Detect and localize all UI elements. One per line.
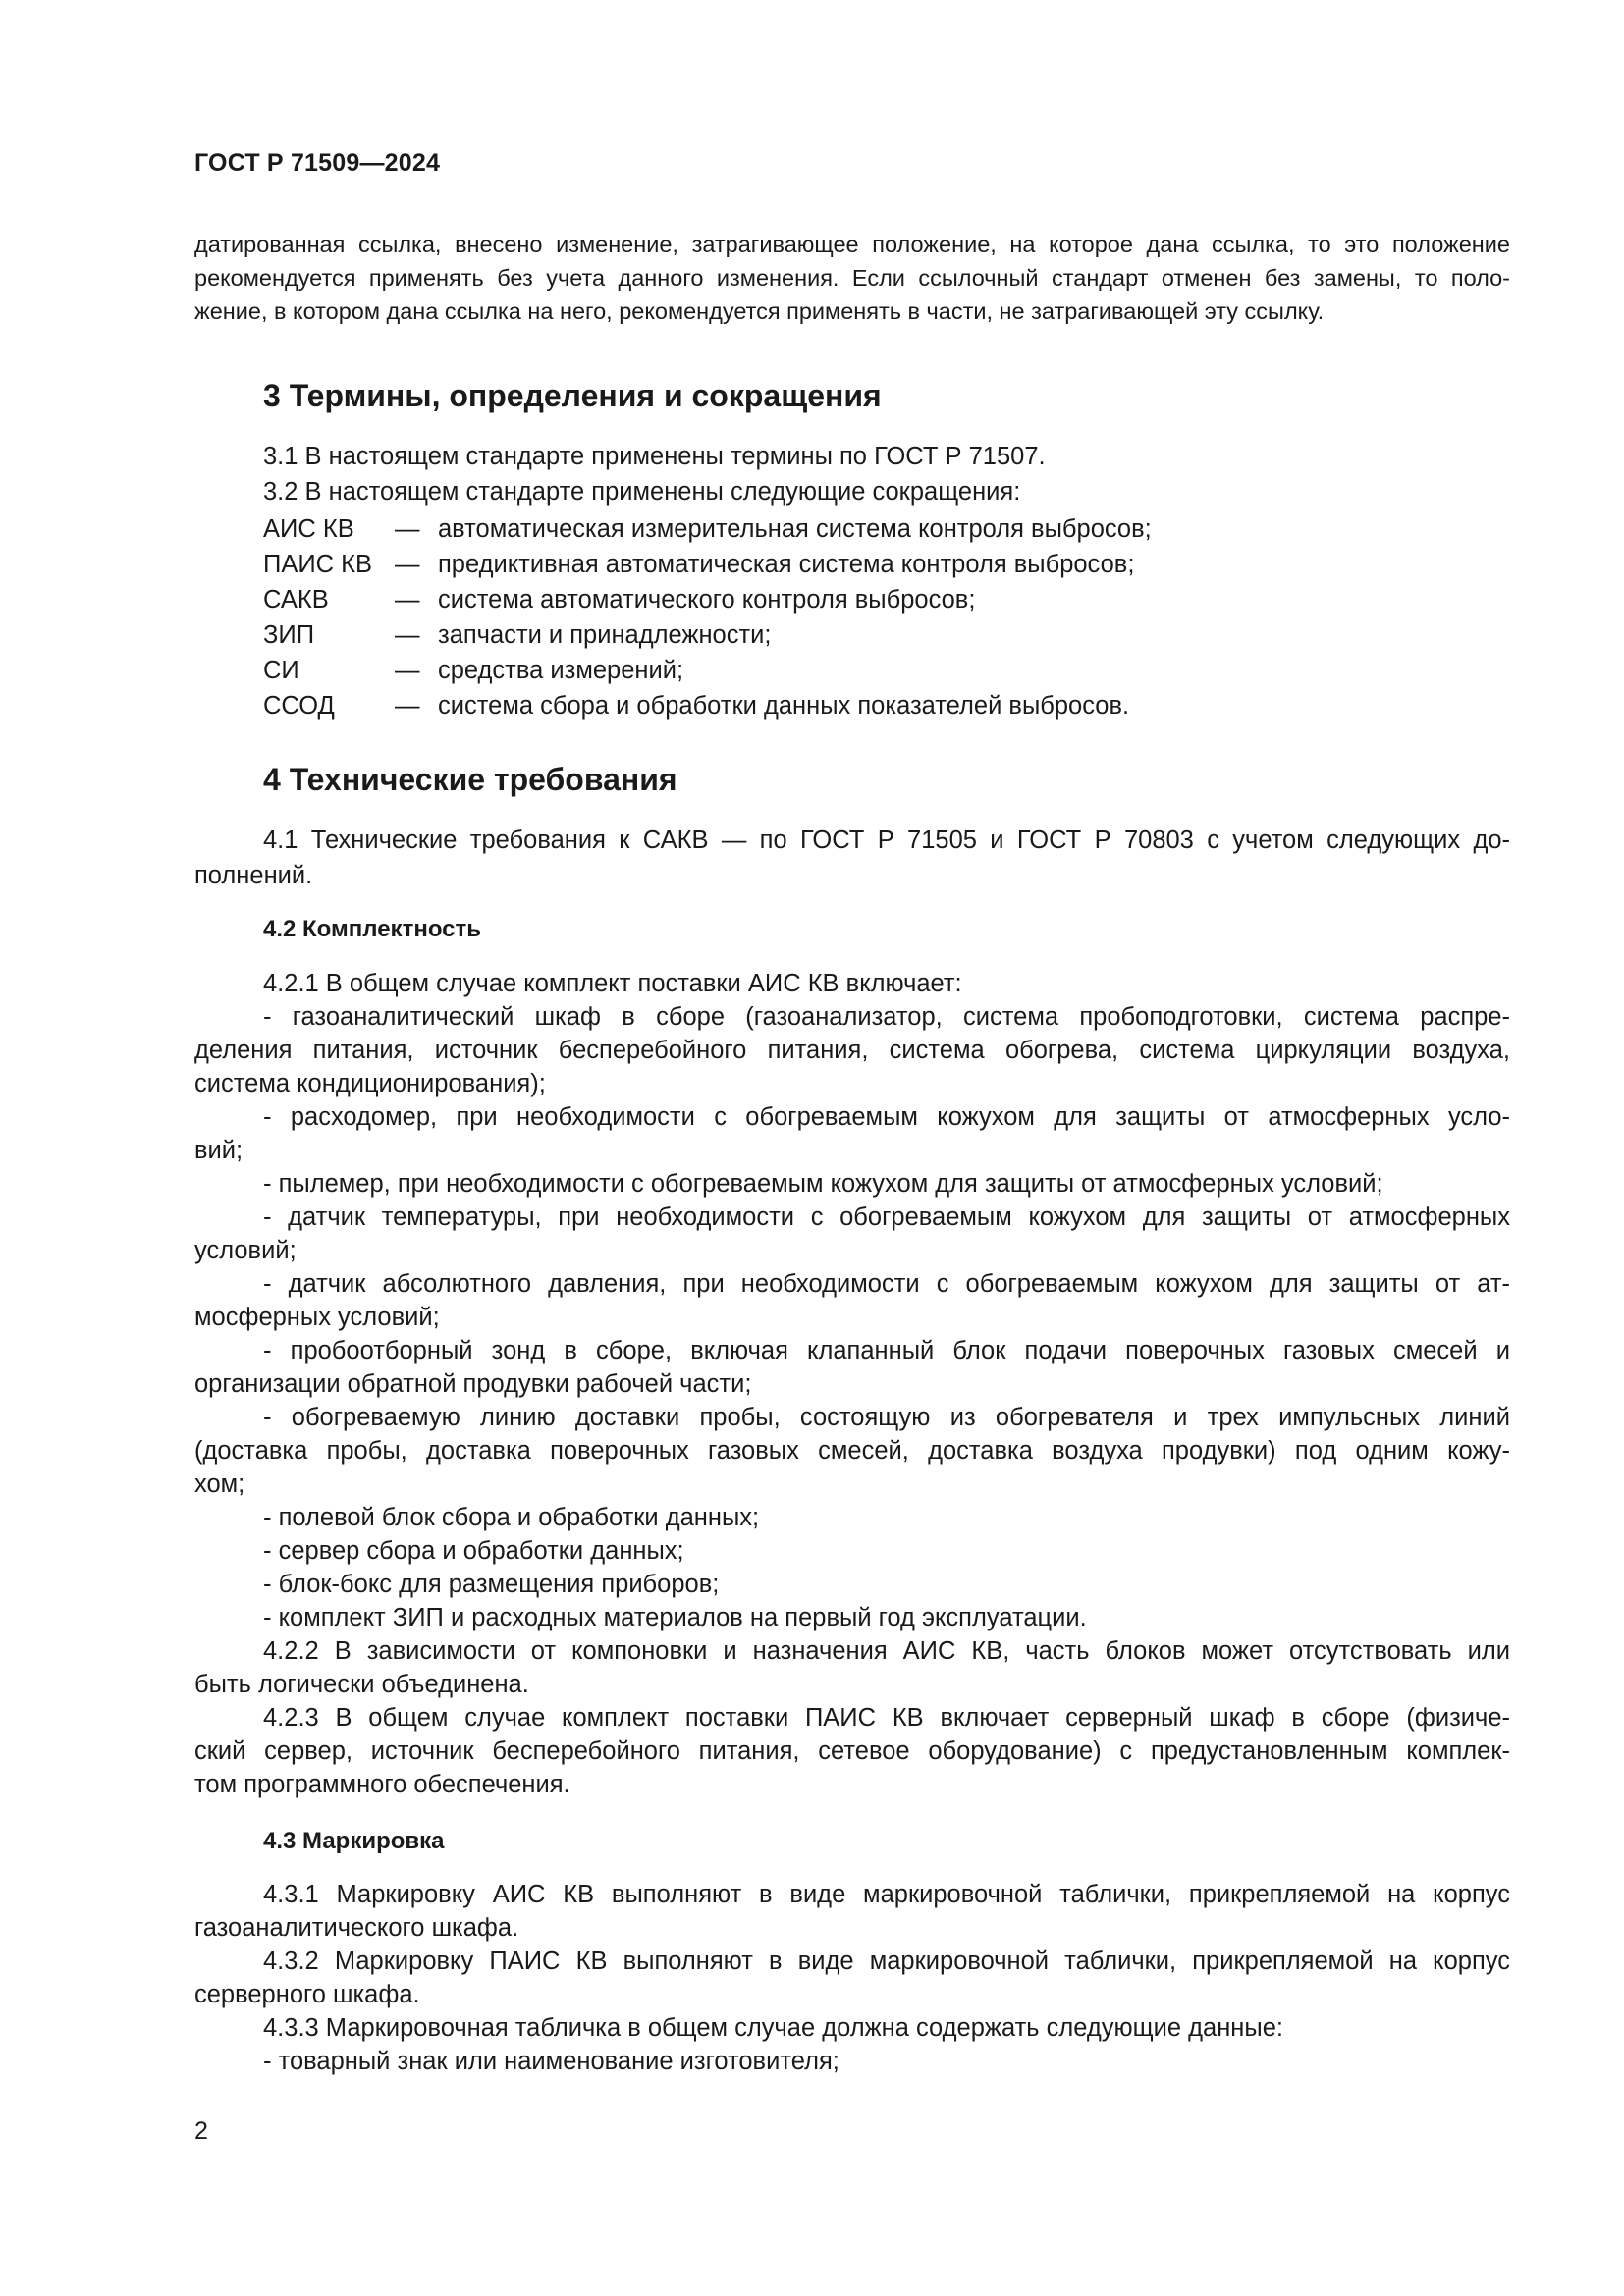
clause-4-2-3-line: том программного обеспечения.	[194, 1771, 570, 1798]
list-item-line: (доставка пробы, доставка поверочных газовых смесей, доставка воздуха продувки) под одним кожу-	[194, 1437, 1510, 1465]
subsection-4-3-title: 4.3 Маркировка	[263, 1828, 445, 1854]
list-item-line: - обогреваемую линию доставки пробы, состоящую из обогревателя и трех импульсных линий	[263, 1404, 1510, 1431]
clause-4-3-2-line: серверного шкафа.	[194, 1981, 420, 2008]
abbreviation-term: АИС КВ	[263, 515, 354, 543]
abbreviation-definition: средства измерений;	[438, 657, 684, 684]
section-4-title: 4 Технические требования	[263, 762, 677, 797]
abbreviation-term: САКВ	[263, 586, 329, 614]
list-item-line: - сервер сбора и обработки данных;	[263, 1537, 684, 1565]
abbreviation-definition: запчасти и принадлежности;	[438, 621, 772, 649]
list-item-line: - пробоотборный зонд в сборе, включая клапанный блок подачи поверочных газовых смесей и	[263, 1337, 1510, 1364]
list-item-line: - датчик абсолютного давления, при необходимости с обогреваемым кожухом для защиты от ат-	[263, 1270, 1510, 1298]
abbreviation-definition: система автоматического контроля выбросов;	[438, 586, 976, 614]
list-item-line: - датчик температуры, при необходимости с обогреваемым кожухом для защиты от атмосферных	[263, 1203, 1510, 1231]
abbreviation-term: ЗИП	[263, 621, 315, 649]
abbreviation-dash: —	[395, 621, 420, 649]
abbreviation-term: СИ	[263, 657, 299, 684]
clause-4-1-line: 4.1 Технические требования к САКВ — по ГОСТ Р 71505 и ГОСТ Р 70803 с учетом следующих до-	[263, 827, 1510, 854]
clause-4-3-2-line: 4.3.2 Маркировку ПАИС КВ выполняют в виде маркировочной таблички, прикрепляемой на корпус	[263, 1948, 1510, 1975]
abbreviation-definition: предиктивная автоматическая система контроля выбросов;	[438, 551, 1135, 578]
clause-4-2-1: 4.2.1 В общем случае комплект поставки АИС КВ включает:	[263, 970, 962, 997]
clause-4-3-3: 4.3.3 Маркировочная табличка в общем случае должна содержать следующие данные:	[263, 2014, 1283, 2042]
abbreviation-dash: —	[395, 657, 420, 684]
list-item-line: система кондиционирования);	[194, 1070, 546, 1097]
subsection-4-2-title: 4.2 Комплектность	[263, 916, 482, 942]
abbreviation-dash: —	[395, 692, 420, 720]
list-item-line: - товарный знак или наименование изготовителя;	[263, 2048, 839, 2075]
clause-4-2-2-line: быть логически объединена.	[194, 1671, 529, 1698]
clause-4-2-2-line: 4.2.2 В зависимости от компоновки и назначения АИС КВ, часть блоков может отсутствовать или	[263, 1637, 1510, 1665]
abbreviation-dash: —	[395, 515, 420, 543]
list-item-line: - газоаналитический шкаф в сборе (газоанализатор, система пробоподготовки, система распре-	[263, 1003, 1510, 1031]
page-number: 2	[194, 2117, 208, 2145]
list-item-line: условий;	[194, 1237, 297, 1264]
clause-4-1-line: полнений.	[194, 862, 313, 889]
list-item-line: хом;	[194, 1470, 245, 1498]
intro-line: жение, в котором дана ссылка на него, рекомендуется применять в части, не затрагивающей эту ссылку.	[194, 298, 1325, 324]
list-item-line: организации обратной продувки рабочей части;	[194, 1370, 752, 1398]
abbreviation-definition: система сбора и обработки данных показателей выбросов.	[438, 692, 1130, 720]
section-3-title: 3 Термины, определения и сокращения	[263, 378, 882, 413]
list-item-line: вий;	[194, 1137, 244, 1164]
list-item-line: - расходомер, при необходимости с обогреваемым кожухом для защиты от атмосферных усло-	[263, 1103, 1510, 1131]
intro-line: датированная ссылка, внесено изменение, затрагивающее положение, на которое дана ссылка, то это положение	[194, 232, 1510, 257]
clause-4-3-1-line: газоаналитического шкафа.	[194, 1914, 519, 1942]
clause-3-2: 3.2 В настоящем стандарте применены следующие сокращения:	[263, 478, 1021, 506]
list-item-line: - полевой блок сбора и обработки данных;	[263, 1504, 760, 1531]
document-id: ГОСТ Р 71509—2024	[194, 149, 441, 177]
list-item-line: мосферных условий;	[194, 1304, 440, 1331]
clause-4-2-3-line: ский сервер, источник бесперебойного питания, сетевое оборудование) с предустановленным комплек-	[194, 1737, 1510, 1765]
list-item-line: - комплект ЗИП и расходных материалов на первый год эксплуатации.	[263, 1604, 1087, 1631]
list-item-line: - пылемер, при необходимости с обогреваемым кожухом для защиты от атмосферных условий;	[263, 1170, 1383, 1198]
list-item-line: деления питания, источник бесперебойного питания, система обогрева, система циркуляции воздуха,	[194, 1037, 1510, 1064]
abbreviation-definition: автоматическая измерительная система контроля выбросов;	[438, 515, 1152, 543]
abbreviation-dash: —	[395, 586, 420, 614]
clause-4-3-1-line: 4.3.1 Маркировку АИС КВ выполняют в виде маркировочной таблички, прикрепляемой на корпус	[263, 1881, 1510, 1908]
list-item-line: - блок-бокс для размещения приборов;	[263, 1571, 720, 1598]
abbreviation-term: ПАИС КВ	[263, 551, 373, 578]
intro-line: рекомендуется применять без учета данного изменения. Если ссылочный стандарт отменен без замены, то поло-	[194, 265, 1510, 291]
clause-4-2-3-line: 4.2.3 В общем случае комплект поставки ПАИС КВ включает серверный шкаф в сборе (физиче-	[263, 1704, 1510, 1732]
abbreviation-dash: —	[395, 551, 420, 578]
clause-3-1: 3.1 В настоящем стандарте применены термины по ГОСТ Р 71507.	[263, 443, 1046, 470]
abbreviation-term: ССОД	[263, 692, 335, 720]
